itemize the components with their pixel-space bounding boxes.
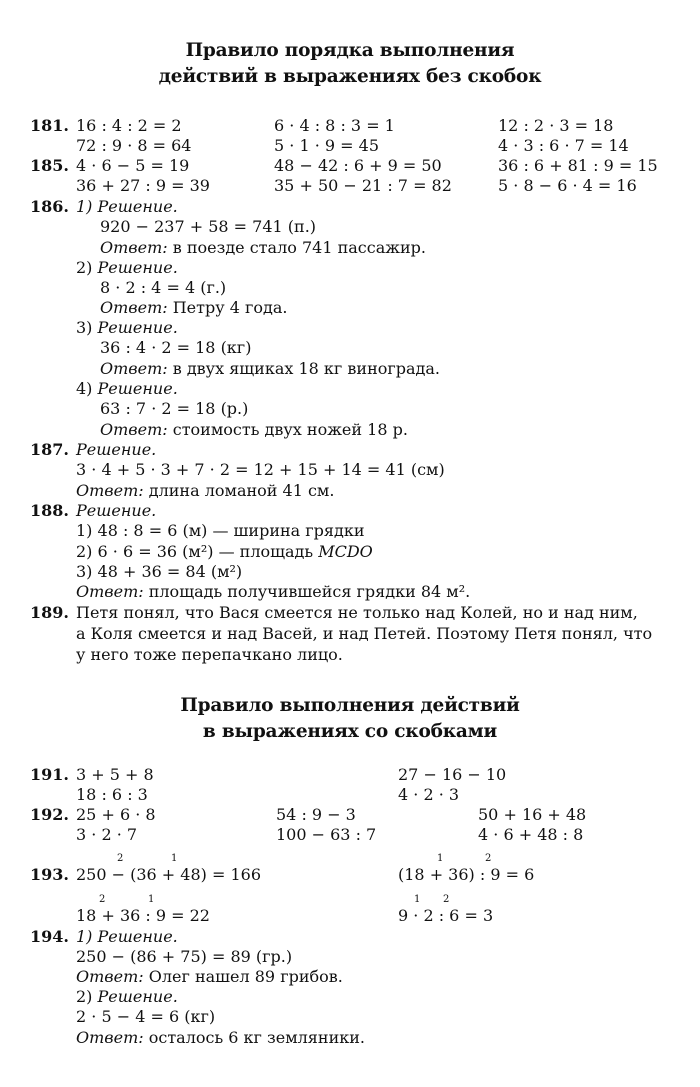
expression: 35 + 50 − 21 : 7 = 82 xyxy=(274,176,452,195)
order-marker: 1 xyxy=(437,853,444,864)
section-subtitle-no-brackets: действий в выражениях без скобок xyxy=(158,66,542,87)
equation: 2 · 5 − 4 = 6 (кг) xyxy=(76,1007,216,1026)
expression: 12 : 2 · 3 = 18 xyxy=(498,116,614,135)
order-marker: 1 xyxy=(414,894,421,905)
section-title-no-brackets: Правило порядка выполнения xyxy=(185,40,515,61)
answer-label: Ответ: xyxy=(76,1028,144,1047)
answer-line xyxy=(100,298,288,317)
answer-label: Ответ: xyxy=(100,238,168,257)
step-line: 1) 48 : 8 = 6 (м) — ширина грядки xyxy=(76,521,365,540)
problem-number-186: 186. xyxy=(30,197,69,216)
solution-heading: Решение. xyxy=(76,440,157,459)
equation: 8 · 2 : 4 = 4 (г.) xyxy=(100,278,227,297)
step-line: 3) 48 + 36 = 84 (м²) xyxy=(76,562,243,581)
solution-label: Решение. xyxy=(97,318,178,337)
expression: (18 + 36) : 9 = 6 xyxy=(398,865,535,884)
problem-number-192: 192. xyxy=(30,805,69,824)
expression: 25 + 6 · 8 xyxy=(76,805,156,824)
solution-heading: Решение. xyxy=(76,501,157,520)
equation: 920 − 237 + 58 = 741 (п.) xyxy=(100,217,317,236)
problem-number-181: 181. xyxy=(30,116,69,135)
answer-line xyxy=(100,359,440,378)
answer-line xyxy=(76,1028,365,1047)
solution-heading xyxy=(76,379,178,398)
problem-number-193: 193. xyxy=(30,865,69,884)
equation: 250 − (86 + 75) = 89 (гр.) xyxy=(76,947,293,966)
expression: 18 + 36 : 9 = 22 xyxy=(76,906,210,925)
expression: 72 : 9 · 8 = 64 xyxy=(76,136,192,155)
solution-heading: 1) Решение. xyxy=(76,927,178,946)
step-number: 2) xyxy=(76,987,98,1006)
answer-text: Петру 4 года. xyxy=(167,298,288,317)
order-marker: 2 xyxy=(485,853,492,864)
expression: 16 : 4 : 2 = 2 xyxy=(76,116,182,135)
expression: 50 + 16 + 48 xyxy=(478,805,587,824)
answer-label: Ответ: xyxy=(100,298,168,317)
problem-number-194: 194. xyxy=(30,927,69,946)
text-line: Петя понял, что Вася смеется не только над Колей, но и над ним, xyxy=(76,603,638,622)
step-number: 4) xyxy=(76,379,98,398)
step-line xyxy=(76,542,373,561)
expression: 48 − 42 : 6 + 9 = 50 xyxy=(274,156,442,175)
answer-line xyxy=(76,481,334,500)
section-title-brackets: Правило выполнения действий xyxy=(180,695,520,716)
answer-label: Ответ: xyxy=(100,420,168,439)
expression: 5 · 8 − 6 · 4 = 16 xyxy=(498,176,637,195)
expression: 4 · 6 − 5 = 19 xyxy=(76,156,190,175)
expression: 100 − 63 : 7 xyxy=(276,825,377,844)
step-number: 2) xyxy=(76,258,98,277)
order-marker: 1 xyxy=(171,853,178,864)
expression: 36 + 27 : 9 = 39 xyxy=(76,176,210,195)
answer-text: Олег нашел 89 грибов. xyxy=(143,967,343,986)
answer-text: в поезде стало 741 пассажир. xyxy=(167,238,426,257)
order-marker: 2 xyxy=(443,894,450,905)
solution-heading xyxy=(76,318,178,337)
order-marker: 1 xyxy=(148,894,155,905)
answer-line xyxy=(76,582,470,601)
expression: 3 + 5 + 8 xyxy=(76,765,154,784)
expression: 4 · 3 : 6 · 7 = 14 xyxy=(498,136,629,155)
step-text: 2) 6 · 6 = 36 (м²) — площадь xyxy=(76,542,319,561)
problem-number-187: 187. xyxy=(30,440,69,459)
expression: 54 : 9 − 3 xyxy=(276,805,356,824)
order-marker: 2 xyxy=(117,853,124,864)
problem-number-189: 189. xyxy=(30,603,69,622)
problem-number-188: 188. xyxy=(30,501,69,520)
solution-label: Решение. xyxy=(97,379,178,398)
expression: 3 · 2 · 7 xyxy=(76,825,138,844)
answer-text: площадь получившейся грядки 84 м². xyxy=(143,582,471,601)
answer-label: Ответ: xyxy=(76,967,144,986)
solution-label: Решение. xyxy=(97,258,178,277)
equation: 63 : 7 · 2 = 18 (р.) xyxy=(100,399,249,418)
section-subtitle-brackets: в выражениях со скобками xyxy=(202,721,498,742)
answer-text: стоимость двух ножей 18 р. xyxy=(167,420,408,439)
equation: 36 : 4 · 2 = 18 (кг) xyxy=(100,338,252,357)
expression: 5 · 1 · 9 = 45 xyxy=(274,136,379,155)
expression: 250 − (36 + 48) = 166 xyxy=(76,865,262,884)
answer-label: Ответ: xyxy=(100,359,168,378)
answer-label: Ответ: xyxy=(76,582,144,601)
expression: 36 : 6 + 81 : 9 = 15 xyxy=(498,156,658,175)
answer-line xyxy=(76,967,343,986)
expression: 4 · 6 + 48 : 8 xyxy=(478,825,584,844)
answer-text: осталось 6 кг земляники. xyxy=(143,1028,365,1047)
expression: 9 · 2 : 6 = 3 xyxy=(398,906,494,925)
text-line: у него тоже перепачкано лицо. xyxy=(76,645,343,664)
text-line: а Коля смеется и над Васей, и над Петей. Поэтому Петя понял, что xyxy=(76,624,653,643)
expression: 4 · 2 · 3 xyxy=(398,785,460,804)
solution-heading xyxy=(76,987,178,1006)
solution-heading xyxy=(76,258,178,277)
answer-line xyxy=(100,238,426,257)
problem-number-191: 191. xyxy=(30,765,69,784)
problem-number-185: 185. xyxy=(30,156,69,175)
expression: 27 − 16 − 10 xyxy=(398,765,507,784)
answer-text: длина ломаной 41 см. xyxy=(143,481,335,500)
answer-label: Ответ: xyxy=(76,481,144,500)
equation: 3 · 4 + 5 · 3 + 7 · 2 = 12 + 15 + 14 = 41 (см) xyxy=(76,460,445,479)
answer-line xyxy=(100,420,408,439)
expression: 18 : 6 : 3 xyxy=(76,785,148,804)
figure-name: MCDO xyxy=(318,542,373,561)
solution-heading: 1) Решение. xyxy=(76,197,178,216)
order-marker: 2 xyxy=(99,894,106,905)
answer-text: в двух ящиках 18 кг винограда. xyxy=(167,359,441,378)
solution-label: Решение. xyxy=(97,987,178,1006)
step-number: 3) xyxy=(76,318,98,337)
expression: 6 · 4 : 8 : 3 = 1 xyxy=(274,116,395,135)
